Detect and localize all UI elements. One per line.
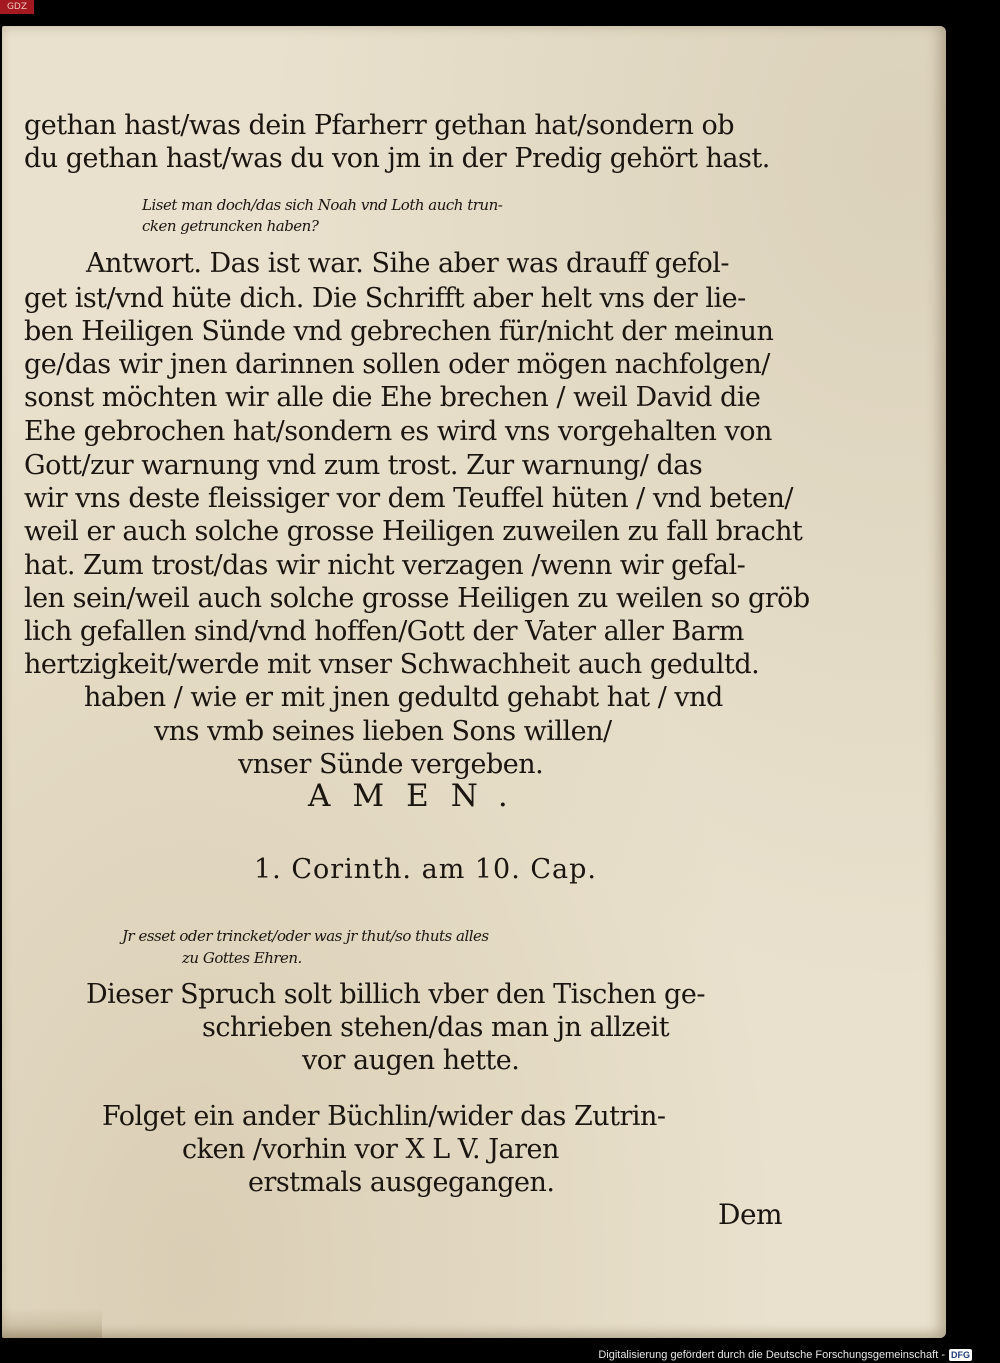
verse-line: zu Gottes Ehren. bbox=[182, 949, 302, 967]
answer-line: Antwort. Das ist war. Sihe aber was drauff gefol- bbox=[86, 248, 730, 279]
answer-line: weil er auch solche grosse Heiligen zuweilen zu fall bracht bbox=[24, 516, 803, 547]
page-fold-shadow bbox=[2, 1308, 102, 1338]
amen: AMEN. bbox=[308, 778, 530, 814]
answer-line: Gott/zur warnung vnd zum trost. Zur warnung/ das bbox=[24, 450, 703, 481]
dfg-logo-icon: DFG bbox=[951, 1350, 970, 1360]
answer-line: vns vmb seines lieben Sons willen/ bbox=[154, 716, 612, 747]
saying-line: Dieser Spruch solt billich vber den Tischen ge- bbox=[86, 979, 705, 1010]
top-marker: GDZ bbox=[0, 0, 34, 14]
text-line: gethan hast/was dein Pfarherr gethan hat/sondern ob bbox=[24, 110, 734, 141]
answer-line: vnser Sünde vergeben. bbox=[238, 749, 544, 780]
chapter-heading: 1. Corinth. am 10. Cap. bbox=[254, 854, 598, 885]
saying-line: schrieben stehen/das man jn allzeit bbox=[202, 1012, 670, 1043]
answer-line: Ehe gebrochen hat/sondern es wird vns vorgehalten von bbox=[24, 416, 772, 447]
answer-line: lich gefallen sind/vnd hoffen/Gott der Vater aller Barm bbox=[24, 616, 744, 647]
footer-text: Digitalisierung gefördert durch die Deutsche Forschungsgemeinschaft - bbox=[598, 1349, 945, 1361]
answer-line: wir vns deste fleissiger vor dem Teuffel hüten / vnd beten/ bbox=[24, 483, 793, 514]
announcement-line: cken /vorhin vor X L V. Jaren bbox=[182, 1134, 559, 1165]
answer-line: ge/das wir jnen darinnen sollen oder mögen nachfolgen/ bbox=[24, 349, 770, 380]
announcement-line: erstmals ausgegangen. bbox=[248, 1167, 555, 1198]
answer-line: get ist/vnd hüte dich. Die Schrifft aber helt vns der lie- bbox=[24, 283, 746, 314]
answer-line: haben / wie er mit jnen gedultd gehabt hat / vnd bbox=[84, 682, 723, 713]
question-line: cken getruncken haben? bbox=[142, 217, 319, 235]
answer-line: hat. Zum trost/das wir nicht verzagen /wenn wir gefal- bbox=[24, 550, 746, 581]
answer-line: ben Heiligen Sünde vnd gebrechen für/nicht der meinun bbox=[24, 316, 774, 347]
footer-credit bbox=[598, 1349, 972, 1361]
answer-line: sonst möchten wir alle die Ehe brechen / weil David die bbox=[24, 382, 761, 413]
verse-line: Jr esset oder trincket/oder was jr thut/so thuts alles bbox=[122, 927, 489, 945]
book-page bbox=[2, 26, 946, 1338]
question-line: Liset man doch/das sich Noah vnd Loth auch trun- bbox=[142, 196, 503, 214]
announcement-line: Folget ein ander Büchlin/wider das Zutrin- bbox=[102, 1101, 666, 1132]
saying-line: vor augen hette. bbox=[302, 1045, 520, 1076]
catchword: Dem bbox=[718, 1198, 783, 1231]
text-line: du gethan hast/was du von jm in der Predig gehört hast. bbox=[24, 143, 770, 174]
answer-line: hertzigkeit/werde mit vnser Schwachheit auch gedultd. bbox=[24, 649, 760, 680]
answer-line: len sein/weil auch solche grosse Heiligen zu weilen so gröb bbox=[24, 583, 810, 614]
